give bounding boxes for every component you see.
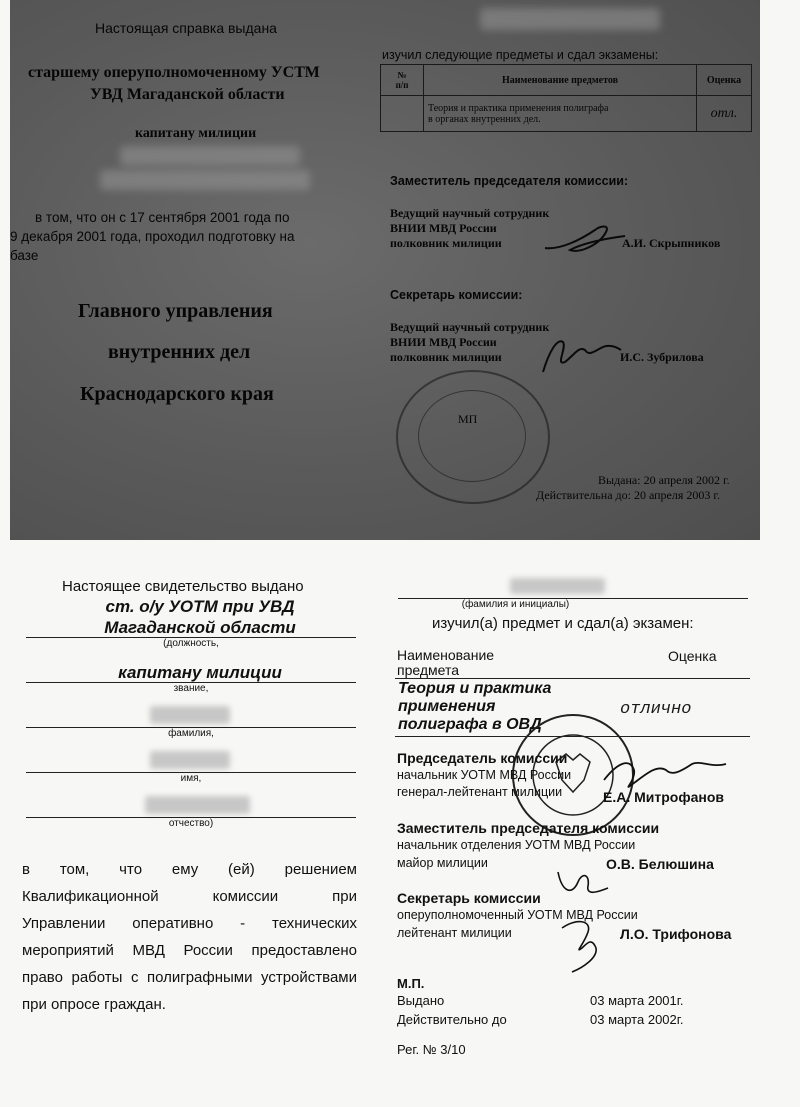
redacted-patronymic-bottom — [145, 796, 250, 814]
top-col-num: № п/п — [381, 65, 424, 96]
bottom-grade: отлично — [620, 700, 692, 719]
top-secretary-line2: ВНИИ МВД России — [390, 335, 497, 349]
cap-position: (должность, — [163, 638, 219, 649]
redacted-surname-bottom — [150, 706, 230, 724]
top-base-line2: внутренних дел — [108, 341, 251, 363]
bottom-studied-label: изучил(а) предмет и сдал(а) экзамен: — [432, 615, 694, 632]
bottom-deputy-line2: майор милиции — [397, 856, 488, 870]
bottom-chair-line1: начальник УОТМ МВД России — [397, 768, 572, 782]
cap-initials: (фамилия и инициалы) — [461, 599, 570, 610]
bottom-deputy-heading: Заместитель председателя комиссии — [397, 820, 660, 836]
bottom-issued-label: Настоящее свидетельство выдано — [62, 578, 304, 595]
top-stamp-center: МП — [458, 412, 478, 426]
top-certificate — [10, 0, 760, 540]
top-secretary-name: И.С. Зубрилова — [620, 350, 704, 364]
top-rank: капитану милиции — [135, 126, 257, 141]
cap-rank: звание, — [173, 683, 209, 694]
top-col-subject: Наименование предметов — [424, 65, 697, 96]
redacted-initials-bottom — [510, 578, 605, 594]
top-issued-date: Выдана: 20 апреля 2002 г. — [598, 473, 730, 487]
top-deputy-heading: Заместитель председателя комиссии: — [390, 174, 629, 188]
top-deputy-name: А.И. Скрыпников — [622, 236, 721, 250]
top-col-grade: Оценка — [697, 65, 752, 96]
top-deputy-line1: Ведущий научный сотрудник — [390, 206, 550, 220]
bottom-issued-label: Выдано — [397, 993, 445, 1008]
bottom-secretary-line1: оперуполномоченный УОТМ МВД России — [397, 908, 638, 922]
top-subjects-table — [380, 64, 752, 132]
top-deputy-line2: ВНИИ МВД России — [390, 221, 497, 235]
bottom-col-grade: Оценка — [668, 648, 717, 664]
top-secretary-heading: Секретарь комиссии: — [390, 288, 523, 302]
bottom-deputy-line1: начальник отделения УОТМ МВД России — [397, 838, 636, 852]
top-deputy-signature-icon — [540, 220, 630, 260]
bottom-position-line1: ст. о/у УОТМ при УВД — [105, 597, 295, 616]
top-valid-date: Действительна до: 20 апреля 2003 г. — [536, 488, 720, 502]
top-row-num — [381, 96, 424, 132]
bottom-valid-label: Действительно до — [397, 1012, 507, 1027]
cap-patronymic: отчество) — [168, 818, 214, 829]
bottom-mp: М.П. — [397, 976, 425, 991]
top-position-line2: УВД Магаданской области — [90, 86, 285, 103]
redacted-surname — [120, 146, 300, 166]
bottom-secretary-heading: Секретарь комиссии — [397, 890, 541, 906]
bottom-decision-text: в том, что ему (ей) решением Квалификационной комиссии при Управлении оперативно - технических мероприятий МВД России предоставлено право работы с полиграфными устройствами при опросе граждан. — [22, 861, 357, 1013]
top-period-line2: 9 декабря 2001 года, проходил подготовку на — [10, 229, 295, 244]
bottom-issued-value: 03 марта 2001г. — [590, 993, 684, 1008]
redacted-given-names — [100, 170, 310, 190]
bottom-col-subject: Наименование предмета — [397, 647, 495, 678]
bottom-deputy-name: О.В. Белюшина — [606, 856, 714, 872]
bottom-subject: Теория и практика применения полиграфа в ОВД — [398, 680, 552, 733]
top-base-line3: Краснодарского края — [80, 383, 274, 405]
bottom-chair-heading: Председатель комиссии — [397, 750, 568, 766]
bottom-position-line2: Магаданской области — [104, 618, 296, 637]
redacted-name-block — [480, 8, 660, 30]
top-issued-label: Настоящая справка выдана — [95, 20, 277, 36]
bottom-secretary-signature-icon — [552, 908, 612, 978]
top-position-line1: старшему оперуполномоченному УСТМ — [28, 64, 320, 81]
bottom-deputy-signature-icon — [552, 862, 612, 902]
bottom-chair-name: Е.А. Митрофанов — [603, 789, 724, 805]
bottom-valid-value: 03 марта 2002г. — [590, 1012, 684, 1027]
redacted-name-bottom — [150, 751, 230, 769]
top-secretary-line3: полковник милиции — [390, 350, 502, 364]
top-period-line1: в том, что он с 17 сентября 2001 года по — [35, 210, 290, 225]
top-secretary-line1: Ведущий научный сотрудник — [390, 320, 550, 334]
top-secretary-signature-icon — [535, 332, 625, 378]
top-studied-label: изучил следующие предметы и сдал экзамены: — [382, 48, 659, 62]
bottom-reg-number: Рег. № 3/10 — [397, 1042, 466, 1057]
cap-surname: фамилия, — [168, 728, 214, 739]
bottom-rank: капитану милиции — [118, 663, 282, 682]
bottom-secretary-name: Л.О. Трифонова — [620, 926, 732, 942]
cap-name: имя, — [180, 773, 202, 784]
bottom-secretary-line2: лейтенант милиции — [397, 926, 512, 940]
top-row-subject: Теория и практика применения полиграфа в органах внутренних дел. — [424, 96, 697, 132]
top-period-line3: базе — [10, 248, 39, 263]
top-base-line1: Главного управления — [78, 300, 273, 322]
bottom-certificate — [0, 540, 800, 1107]
bottom-chair-line2: генерал-лейтенант милиции — [397, 785, 563, 799]
top-deputy-line3: полковник милиции — [390, 236, 502, 250]
top-row-grade: отл. — [697, 96, 752, 132]
